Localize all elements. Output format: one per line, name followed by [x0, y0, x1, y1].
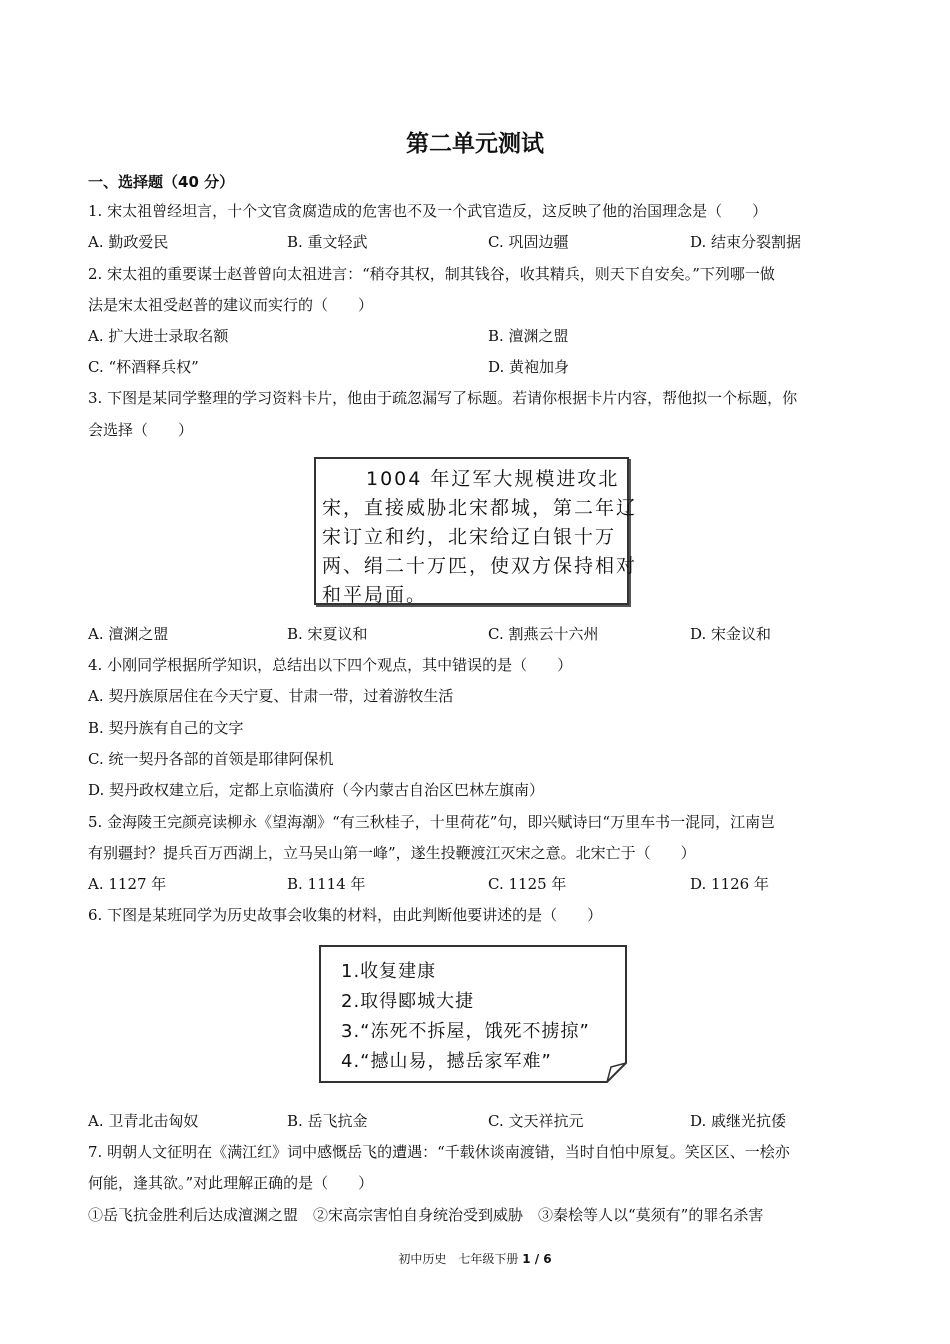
story-card-line: 3.“冻死不拆屋，饿死不掳掠”: [341, 1021, 590, 1042]
question-7-stem-line-1: 7. 明朝人文征明在《满江红》词中感慨岳飞的遭遇：“千载休谈南渡错，当时自怕中原复。笑区区、一桧亦: [88, 1143, 790, 1161]
q4-option-a: A. 契丹族原居住在今天宁夏、甘肃一带，过着游牧生活: [88, 687, 454, 705]
page-footer: [0, 1250, 950, 1267]
question-3-stem-line-2: 会选择（ ）: [88, 421, 194, 439]
story-card-line: 2.取得郾城大捷: [341, 991, 475, 1012]
question-2-stem-line-2: 法是宋太祖受赵普的建议而实行的（ ）: [88, 296, 374, 314]
q6-option-a: A. 卫青北击匈奴: [88, 1112, 199, 1130]
q2-option-d: D. 黄袍加身: [488, 358, 570, 376]
q3-option-d: D. 宋金议和: [690, 625, 772, 643]
q1-option-a: A. 勤政爱民: [88, 233, 169, 251]
question-4-stem: 4. 小刚同学根据所学知识，总结出以下四个观点，其中错误的是（ ）: [88, 656, 573, 674]
q5-option-c: C. 1125 年: [488, 875, 567, 893]
story-card-line: 4.“撼山易，撼岳家军难”: [341, 1051, 552, 1072]
q5-option-d: D. 1126 年: [690, 875, 769, 893]
story-material-card: [319, 945, 628, 1084]
q5-option-a: A. 1127 年: [88, 875, 167, 893]
study-card-line: 两、绢二十万匹，使双方保持相对: [322, 555, 638, 577]
q4-option-b: B. 契丹族有自己的文字: [88, 719, 244, 737]
q3-option-a: A. 澶渊之盟: [88, 625, 169, 643]
question-5-stem-line-2: 有别疆封？提兵百万西湖上，立马吴山第一峰”，遂生投鞭渡江灭宋之意。北宋亡于（ ）: [88, 844, 696, 862]
study-card-line: 和平局面。: [322, 584, 428, 606]
question-1-stem: 1. 宋太祖曾经坦言，十个文官贪腐造成的危害也不及一个武官造反，这反映了他的治国理念是（ ）: [88, 202, 768, 220]
study-card-line: 1004 年辽军大规模进攻北: [366, 468, 620, 490]
section-heading: 一、选择题（40 分）: [88, 173, 235, 191]
q1-option-c: C. 巩固边疆: [488, 233, 569, 251]
q4-option-c: C. 统一契丹各部的首领是耶律阿保机: [88, 750, 334, 768]
q4-option-d: D. 契丹政权建立后，定都上京临潢府（今内蒙古自治区巴林左旗南）: [88, 781, 545, 799]
q6-option-b: B. 岳飞抗金: [287, 1112, 368, 1130]
study-card: [314, 457, 638, 606]
study-card-line: 宋订立和约，北宋给辽白银十万: [322, 526, 617, 548]
q5-option-b: B. 1114 年: [287, 875, 366, 893]
q3-option-c: C. 割燕云十六州: [488, 625, 599, 643]
question-3-stem-line-1: 3. 下图是某同学整理的学习资料卡片，他由于疏忽漏写了标题。若请你根据卡片内容，帮他拟一个标题，你: [88, 389, 798, 407]
q2-option-c: C. “杯酒释兵权”: [88, 358, 199, 376]
page-number: 1 / 6: [522, 1252, 552, 1266]
page-title: 第二单元测试: [406, 131, 544, 157]
q2-option-a: A. 扩大进士录取名额: [88, 327, 229, 345]
study-card-line: 宋，直接威胁北宋都城，第二年辽: [322, 497, 638, 519]
question-7-stem-line-2: 何能，逢其欲。”对此理解正确的是（ ）: [88, 1174, 374, 1192]
footer-text: 初中历史 七年级下册: [398, 1252, 519, 1266]
q1-option-d: D. 结束分裂割据: [690, 233, 802, 251]
question-2-stem-line-1: 2. 宋太祖的重要谋士赵普曾向太祖进言：“稍夺其权，制其钱谷，收其精兵，则天下自安矣。”下列哪一做: [88, 265, 775, 283]
q6-option-d: D. 戚继光抗倭: [690, 1112, 787, 1130]
question-7-stem-line-3: ①岳飞抗金胜利后达成澶渊之盟 ②宋高宗害怕自身统治受到威胁 ③秦桧等人以“莫须有”的罪名杀害: [88, 1206, 764, 1224]
q6-option-c: C. 文天祥抗元: [488, 1112, 584, 1130]
q2-option-b: B. 澶渊之盟: [488, 327, 569, 345]
q3-option-b: B. 宋夏议和: [287, 625, 368, 643]
story-card-line: 1.收复建康: [341, 961, 437, 982]
q1-option-b: B. 重文轻武: [287, 233, 368, 251]
question-5-stem-line-1: 5. 金海陵王完颜亮读柳永《望海潮》“有三秋桂子，十里荷花”句，即兴赋诗曰“万里车书一混同，江南岂: [88, 813, 776, 831]
question-6-stem: 6. 下图是某班同学为历史故事会收集的材料，由此判断他要讲述的是（ ）: [88, 906, 603, 924]
